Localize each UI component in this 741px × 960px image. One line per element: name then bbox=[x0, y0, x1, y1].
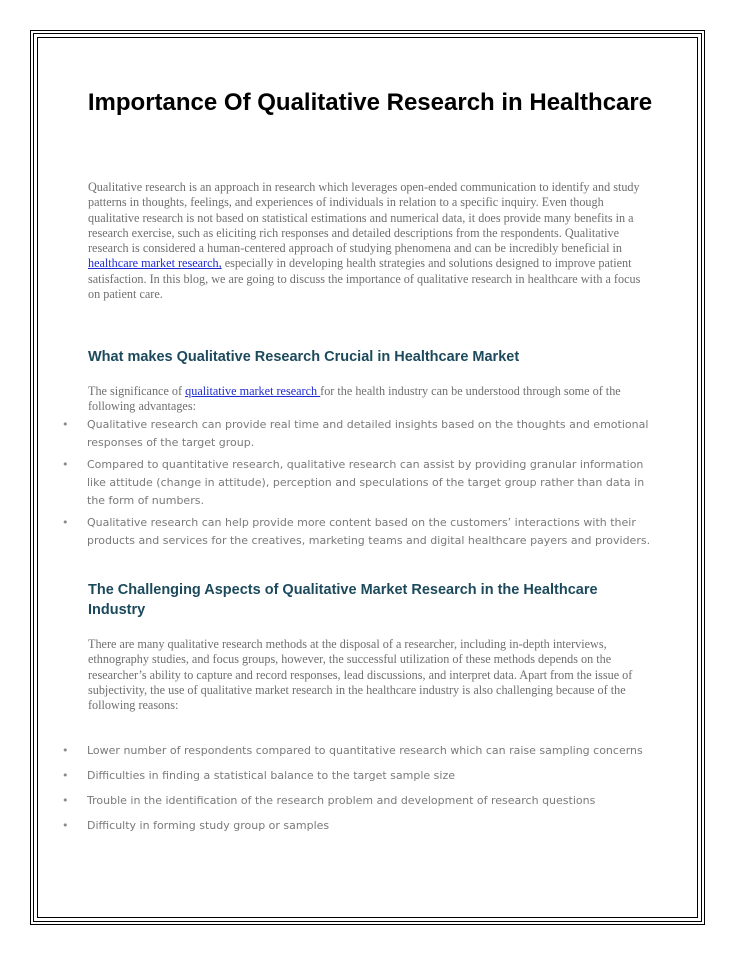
list-item bbox=[60, 416, 660, 452]
list-item-text: Trouble in the identification of the research problem and development of research questions bbox=[87, 794, 596, 807]
list-item bbox=[60, 514, 660, 550]
list-item-text: Difficulties in finding a statistical balance to the target sample size bbox=[87, 769, 456, 782]
healthcare-market-research-link[interactable]: healthcare market research, bbox=[88, 256, 222, 271]
section1-bullet-list bbox=[60, 416, 660, 554]
intro-text-end: especially in developing health strategies and solutions designed to improve patient satisfaction. In this blog, we are going to discuss the importance of qualitative research in healthcare with a focus on patient care. bbox=[88, 256, 641, 302]
list-item bbox=[60, 742, 660, 760]
qualitative-market-research-link[interactable]: qualitative market research bbox=[185, 384, 321, 398]
list-item-text: Qualitative research can provide real time and detailed insights based on the thoughts and emotional responses of the target group. bbox=[87, 418, 649, 449]
page-title: Importance Of Qualitative Research in Healthcare bbox=[87, 89, 653, 116]
list-item bbox=[60, 792, 660, 810]
intro-text-start: Qualitative research is an approach in research which leverages open-ended communication to identify and study patterns in thoughts, feelings, and experiences of individuals in relation to a specific inquiry. Even though qualitative research is not based on statistical estimations and numerical data, it does provide many benefits in a research exercise, such as eliciting rich responses and detailed descriptions from the respondents. Qualitative research is considered a human-centered approach of studying phenomena and can be incredibly beneficial in bbox=[88, 180, 640, 256]
bullet-icon: • bbox=[62, 794, 69, 807]
list-item bbox=[60, 817, 660, 835]
bullet-icon: • bbox=[62, 418, 69, 431]
intro-paragraph bbox=[88, 180, 650, 302]
section1-heading: What makes Qualitative Research Crucial in Healthcare Market bbox=[88, 349, 520, 365]
bullet-icon: • bbox=[62, 769, 69, 782]
list-item-text: Lower number of respondents compared to quantitative research which can raise sampling concerns bbox=[87, 744, 643, 757]
bullet-icon: • bbox=[62, 819, 69, 832]
bullet-icon: • bbox=[62, 516, 69, 529]
section1-text-end: for the health industry can be understood through some of the following advantages: bbox=[88, 384, 621, 414]
section2-bullet-list bbox=[60, 742, 660, 842]
list-item-text: Compared to quantitative research, qualitative research can assist by providing granular information like attitude (change in attitude), perception and speculations of the target group rather than data in the form of numbers. bbox=[87, 458, 645, 507]
list-item-text: Difficulty in forming study group or samples bbox=[87, 819, 330, 832]
section2-paragraph: There are many qualitative research methods at the disposal of a researcher, including in-depth interviews, ethnography studies, and focus groups, however, the successful utilization of these methods depends on the researcher’s ability to capture and record responses, lead discussions, and interpret data. Apart from the issue of subjectivity, the use of qualitative market research in the healthcare industry is also challenging because of the following reasons: bbox=[88, 637, 633, 713]
section1-text-start: The significance of bbox=[88, 384, 186, 398]
list-item bbox=[60, 767, 660, 785]
section2-heading: The Challenging Aspects of Qualitative Market Research in the Healthcare Industry bbox=[88, 582, 598, 618]
list-item-text: Qualitative research can help provide more content based on the customers’ interactions with their products and services for the creatives, marketing teams and digital healthcare payers and providers. bbox=[87, 516, 651, 547]
list-item bbox=[60, 456, 660, 510]
bullet-icon: • bbox=[62, 458, 69, 471]
bullet-icon: • bbox=[62, 744, 69, 757]
section1-paragraph bbox=[88, 384, 650, 415]
